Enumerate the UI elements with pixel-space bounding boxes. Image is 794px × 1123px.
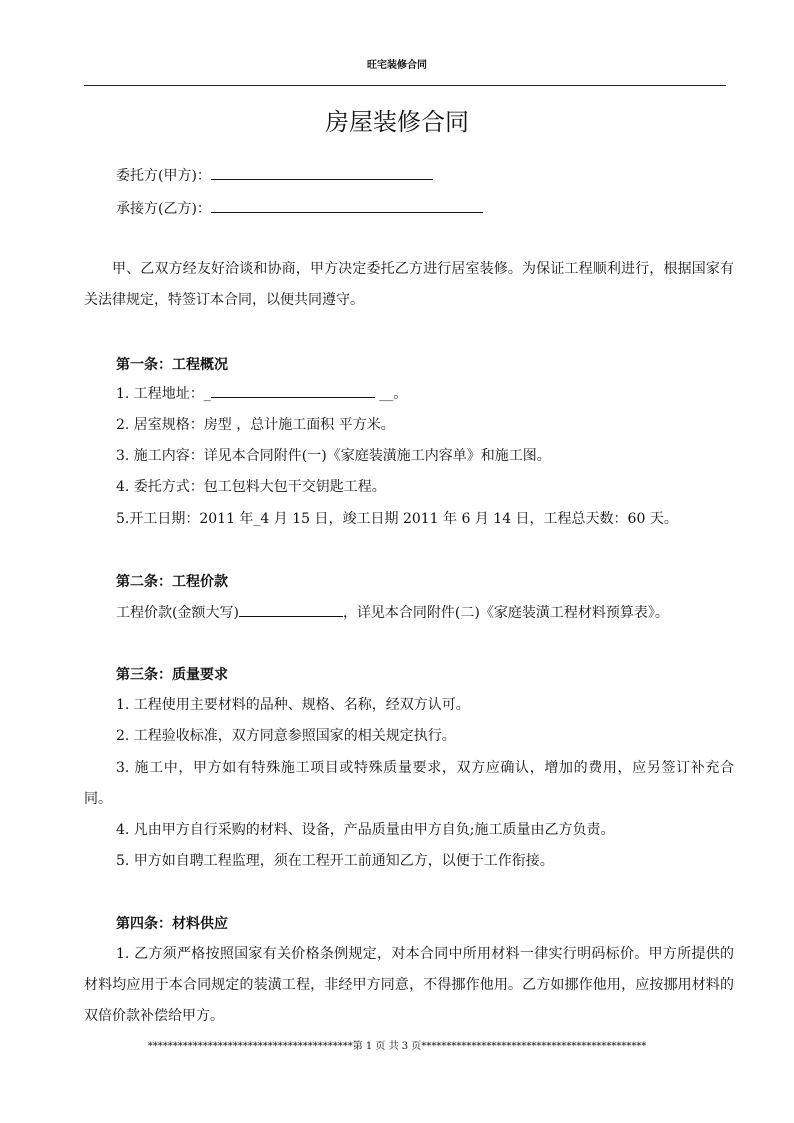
footer-stars-right: ********************************************* <box>421 1041 647 1052</box>
article1-item4: 4. 委托方式：包工包料大包干交钥匙工程。 <box>116 479 386 495</box>
client-line <box>116 165 433 186</box>
article3-item3: 3. 施工中，甲方如有特殊施工项目或特殊质量要求，双方应确认，增加的费用，应另签订补充合同。 <box>84 760 734 807</box>
price-label: 工程价款(金额大写) <box>116 605 239 621</box>
footer-stars-left: ***************************************** <box>147 1041 353 1052</box>
article3-item2: 2. 工程验收标准，双方同意参照国家的相关规定执行。 <box>116 728 456 744</box>
address-label: 1. 工程地址：_ <box>116 386 211 402</box>
contractor-line <box>116 198 483 219</box>
article2-body <box>116 602 669 623</box>
article1-item5: 5.开工日期：2011 年_4 月 15 日，竣工日期 2011 年 6 月 14 日，工程总天数：60 天。 <box>116 511 678 527</box>
document-title: 房屋装修合同 <box>325 108 469 136</box>
client-label: 委托方(甲方)： <box>116 168 211 184</box>
contractor-label: 承接方(乙方)： <box>116 201 211 217</box>
intro-paragraph: 甲、乙双方经友好洽谈和协商，甲方决定委托乙方进行居室装修。为保证工程顺利进行，根据国家有关法律规定，特签订本合同，以便共同遵守。 <box>84 261 734 308</box>
article4-item1: 1. 乙方须严格按照国家有关价格条例规定，对本合同中所用材料一律实行明码标价。甲方所提供的材料均应用于本合同规定的装潢工程，非经甲方同意，不得挪作他用。乙方如挪作他用，应按挪用材料的双倍价款补偿给甲方。 <box>84 946 734 1024</box>
article1-heading: 第一条：工程概况 <box>116 357 228 373</box>
article3-item1: 1. 工程使用主要材料的品种、规格、名称，经双方认可。 <box>116 697 470 713</box>
address-suffix: __。 <box>374 386 408 402</box>
article3-item4: 4. 凡由甲方自行采购的材料、设备，产品质量由甲方自负;施工质量由乙方负责。 <box>116 822 615 838</box>
header-rule <box>84 85 726 86</box>
price-suffix: ，详见本合同附件(二)《家庭装潢工程材料预算表》。 <box>342 605 669 621</box>
article1-item1 <box>116 383 407 404</box>
price-blank <box>239 602 343 617</box>
article3-heading: 第三条：质量要求 <box>116 667 228 683</box>
page-number: 第 1 页 共 3 页 <box>352 1041 422 1052</box>
article2-heading: 第二条：工程价款 <box>116 574 228 590</box>
contractor-blank <box>211 198 483 213</box>
article3-item5: 5. 甲方如自聘工程监理，须在工程开工前通知乙方，以便于工作衔接。 <box>116 853 554 869</box>
article1-item3: 3. 施工内容：详见本合同附件(一)《家庭装潢施工内容单》和施工图。 <box>116 448 551 464</box>
article1-item2: 2. 居室规格：房型 ，总计施工面积 平方米。 <box>116 417 395 433</box>
page-footer <box>0 1037 794 1052</box>
page-header: 旺宅装修合同 <box>367 60 427 71</box>
address-blank <box>211 383 375 398</box>
client-blank <box>211 165 433 180</box>
article4-heading: 第四条：材料供应 <box>116 916 228 932</box>
